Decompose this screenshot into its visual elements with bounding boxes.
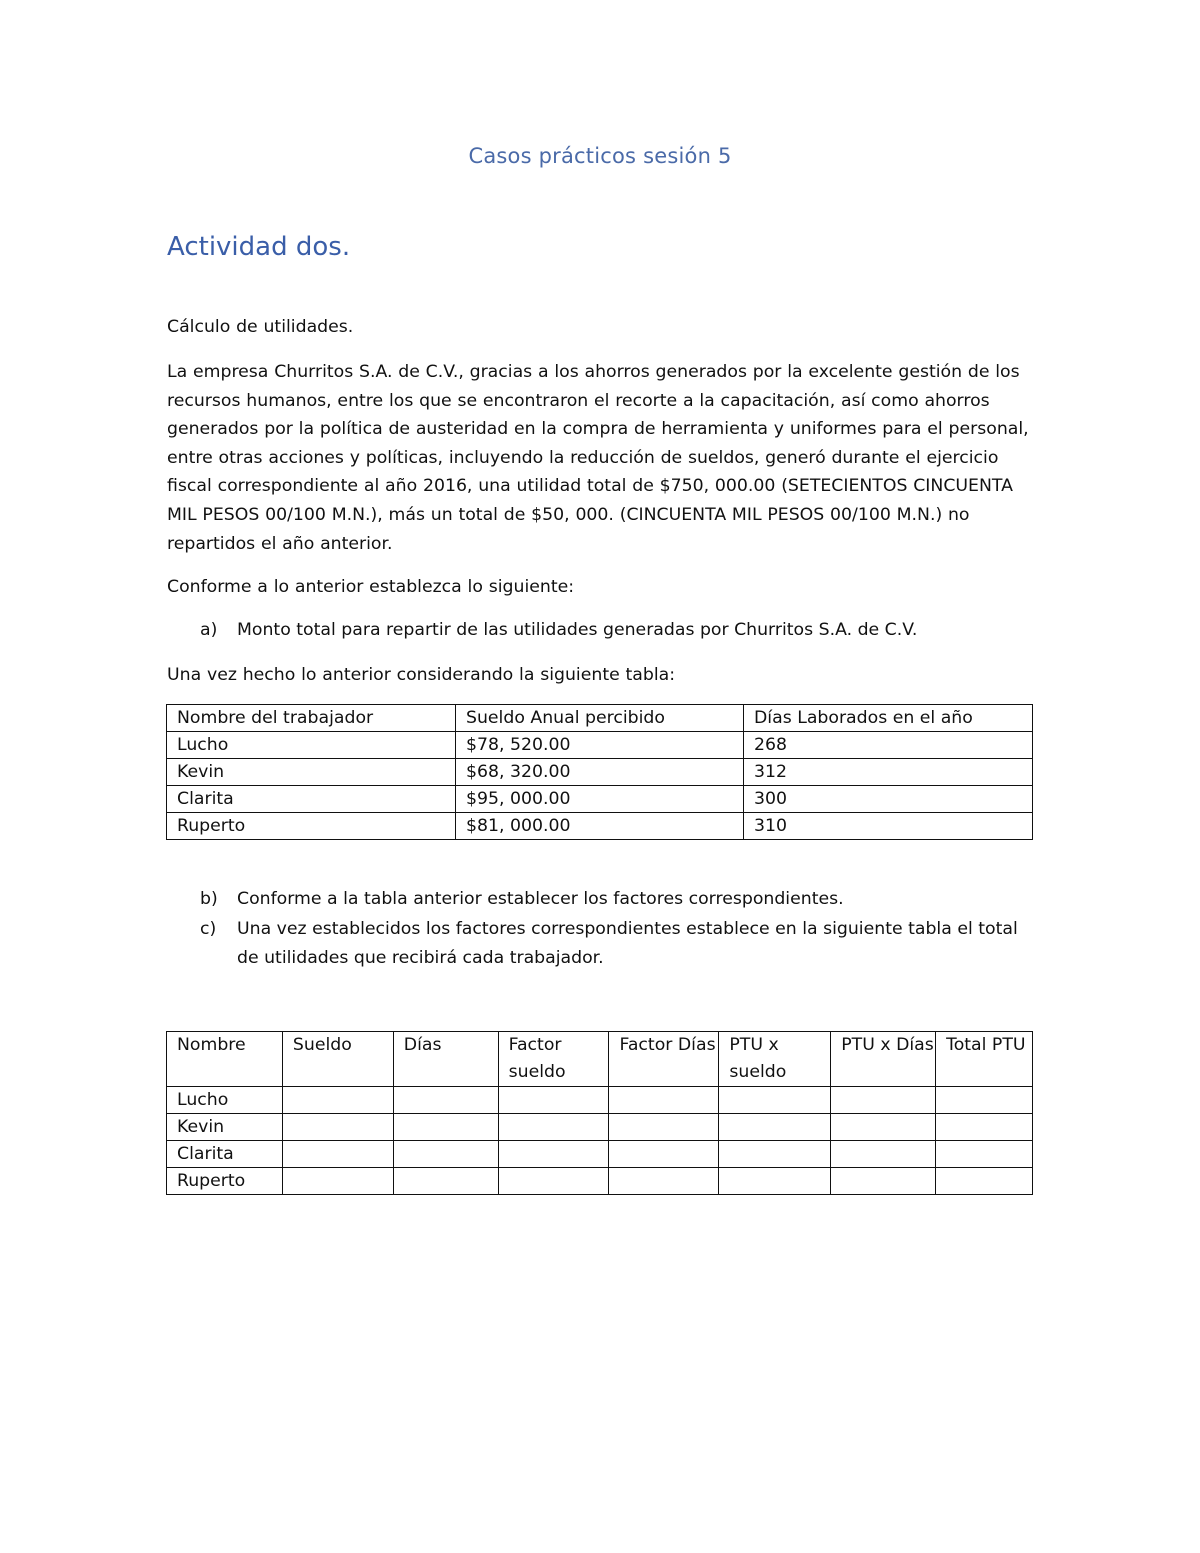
empty-cell xyxy=(498,1087,609,1114)
table-cell: Clarita xyxy=(167,1141,283,1168)
list-text-b: Conforme a la tabla anterior establecer los factores correspondientes. xyxy=(237,889,844,909)
empty-cell xyxy=(393,1168,498,1195)
empty-cell xyxy=(609,1114,719,1141)
section-heading: Actividad dos. xyxy=(167,232,351,262)
empty-cell xyxy=(936,1141,1033,1168)
table-row xyxy=(167,786,1033,813)
list-text-a: Monto total para repartir de las utilidades generadas por Churritos S.A. de C.V. xyxy=(237,620,918,640)
paragraph-instructions: Conforme a lo anterior establezca lo siguiente: xyxy=(167,577,575,597)
empty-cell xyxy=(831,1168,936,1195)
table-cell: 312 xyxy=(744,759,1033,786)
table-header-cell: Nombre xyxy=(167,1032,283,1087)
table-row xyxy=(167,813,1033,840)
table-cell: Kevin xyxy=(167,1114,283,1141)
table-cell: 310 xyxy=(744,813,1033,840)
empty-cell xyxy=(936,1168,1033,1195)
table-row xyxy=(167,732,1033,759)
table-cell: Kevin xyxy=(167,759,456,786)
ptu-table xyxy=(166,1031,1033,1195)
table-cell: Lucho xyxy=(167,1087,283,1114)
empty-cell xyxy=(282,1168,393,1195)
empty-cell xyxy=(282,1087,393,1114)
table-header-cell: Días Laborados en el año xyxy=(744,705,1033,732)
empty-cell xyxy=(936,1087,1033,1114)
table-header-cell: PTU x Días xyxy=(831,1032,936,1087)
table-cell: Lucho xyxy=(167,732,456,759)
list-text-c: Una vez establecidos los factores correspondientes establece en la siguiente tabla el total de utilidades que recibirá cada trabajador. xyxy=(237,919,1018,968)
empty-cell xyxy=(282,1141,393,1168)
empty-cell xyxy=(719,1141,831,1168)
table-header-cell: Sueldo Anual percibido xyxy=(456,705,744,732)
table-row xyxy=(167,1168,1033,1195)
empty-cell xyxy=(719,1114,831,1141)
empty-cell xyxy=(282,1114,393,1141)
table-row xyxy=(167,1114,1033,1141)
empty-cell xyxy=(831,1141,936,1168)
list-marker-b: b) xyxy=(200,889,218,909)
table-cell: Clarita xyxy=(167,786,456,813)
table-header-cell: Días xyxy=(393,1032,498,1087)
list-item-c xyxy=(200,915,1035,972)
list-marker-a: a) xyxy=(200,620,218,640)
empty-cell xyxy=(498,1141,609,1168)
empty-cell xyxy=(719,1168,831,1195)
empty-cell xyxy=(498,1114,609,1141)
table-header-cell: Factor Días xyxy=(609,1032,719,1087)
empty-cell xyxy=(831,1114,936,1141)
table-cell: Ruperto xyxy=(167,1168,283,1195)
table-row xyxy=(167,1087,1033,1114)
subheading: Cálculo de utilidades. xyxy=(167,317,354,337)
list-item-b xyxy=(200,885,1035,914)
empty-cell xyxy=(609,1168,719,1195)
empty-cell xyxy=(609,1141,719,1168)
table-header-cell: Sueldo xyxy=(282,1032,393,1087)
empty-cell xyxy=(393,1141,498,1168)
table-row xyxy=(167,759,1033,786)
table-cell: $81, 000.00 xyxy=(456,813,744,840)
table-cell: 300 xyxy=(744,786,1033,813)
empty-cell xyxy=(609,1087,719,1114)
table-header-row xyxy=(167,1032,1033,1087)
table-header-cell: Factor sueldo xyxy=(498,1032,609,1087)
empty-cell xyxy=(498,1168,609,1195)
paragraph-table-intro: Una vez hecho lo anterior considerando la siguiente tabla: xyxy=(167,665,676,685)
table-header-row xyxy=(167,705,1033,732)
document-title: Casos prácticos sesión 5 xyxy=(468,144,732,168)
table-header-cell: Nombre del trabajador xyxy=(167,705,456,732)
empty-cell xyxy=(393,1114,498,1141)
empty-cell xyxy=(393,1087,498,1114)
empty-cell xyxy=(831,1087,936,1114)
table-header-cell: Total PTU xyxy=(936,1032,1033,1087)
table-cell: 268 xyxy=(744,732,1033,759)
list-item-a xyxy=(200,616,1035,645)
salary-days-table xyxy=(166,704,1033,840)
empty-cell xyxy=(936,1114,1033,1141)
table-cell: $78, 520.00 xyxy=(456,732,744,759)
table-header-cell: PTU x sueldo xyxy=(719,1032,831,1087)
table-cell: $95, 000.00 xyxy=(456,786,744,813)
paragraph-intro: La empresa Churritos S.A. de C.V., gracias a los ahorros generados por la excelente gestión de los recursos humanos, entre los que se encontraron el recorte a la capacitación, así como ahorros generados por la política de austeridad en la compra de herramienta y uniformes para el personal, entre otras acciones y políticas, incluyendo la reducción de sueldos, generó durante el ejercicio fiscal correspondiente al año 2016, una utilidad total de $750, 000.00 (SETECIENTOS CINCUENTA MIL PESOS 00/100 M.N.), más un total de $50, 000. (CINCUENTA MIL PESOS 00/100 M.N.) no repartidos el año anterior. xyxy=(167,362,1029,554)
table-cell: $68, 320.00 xyxy=(456,759,744,786)
list-marker-c: c) xyxy=(200,919,217,939)
table-row xyxy=(167,1141,1033,1168)
empty-cell xyxy=(719,1087,831,1114)
table-cell: Ruperto xyxy=(167,813,456,840)
